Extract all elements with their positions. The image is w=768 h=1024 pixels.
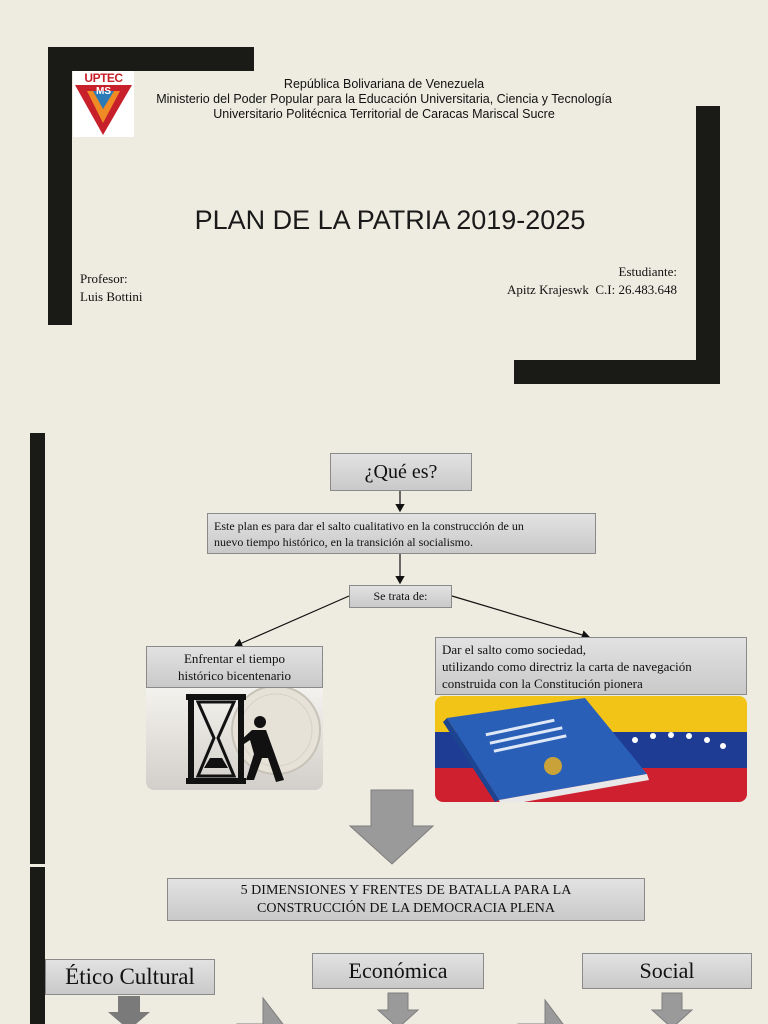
right-branch-line-1: Dar el salto como sociedad, <box>442 641 587 657</box>
professor-label: Profesor: <box>80 271 128 286</box>
student-label: Estudiante: <box>618 264 677 279</box>
page-title: PLAN DE LA PATRIA 2019-2025 <box>194 205 586 235</box>
left-branch-line-1: Enfrentar el tiempo <box>183 651 286 666</box>
header-line-2: Ministerio del Poder Popular para la Educación Universitaria, Ciencia y Tecnología <box>156 92 612 106</box>
dimensions-line-2: CONSTRUCCIÓN DE LA DEMOCRACIA PLENA <box>257 900 555 916</box>
dimensions-line-1: 5 DIMENSIONES Y FRENTES DE BATALLA PARA LA <box>240 882 572 898</box>
right-branch-line-2: utilizando como directriz la carta de navegación <box>442 658 692 674</box>
question-box: ¿Qué es? <box>330 453 472 491</box>
header-line-1: República Bolivariana de Venezuela <box>283 77 485 91</box>
header-line-3: Universitario Politécnica Territorial de Caracas Mariscal Sucre <box>213 107 555 121</box>
dimension-etico-cultural: Ético Cultural <box>45 959 215 995</box>
right-branch-line-3: construida con la Constitución pionera <box>442 675 643 691</box>
dimension-economica: Económica <box>312 953 484 989</box>
definition-line-2: nuevo tiempo histórico, en la transición al socialismo. <box>214 534 473 549</box>
logo-text-top: UPTEC <box>84 71 123 85</box>
definition-line-1: Este plan es para dar el salto cualitativo en la construcción de un <box>214 518 524 533</box>
student-name: Apitz Krajeswk C.I: 26.483.648 <box>506 282 677 297</box>
left-branch-line-2: histórico bicentenario <box>178 668 291 683</box>
logo-text-mid: MS <box>96 86 111 97</box>
professor-name: Luis Bottini <box>80 289 143 304</box>
dimension-social: Social <box>582 953 752 989</box>
se-trata-box: Se trata de: <box>349 585 452 608</box>
